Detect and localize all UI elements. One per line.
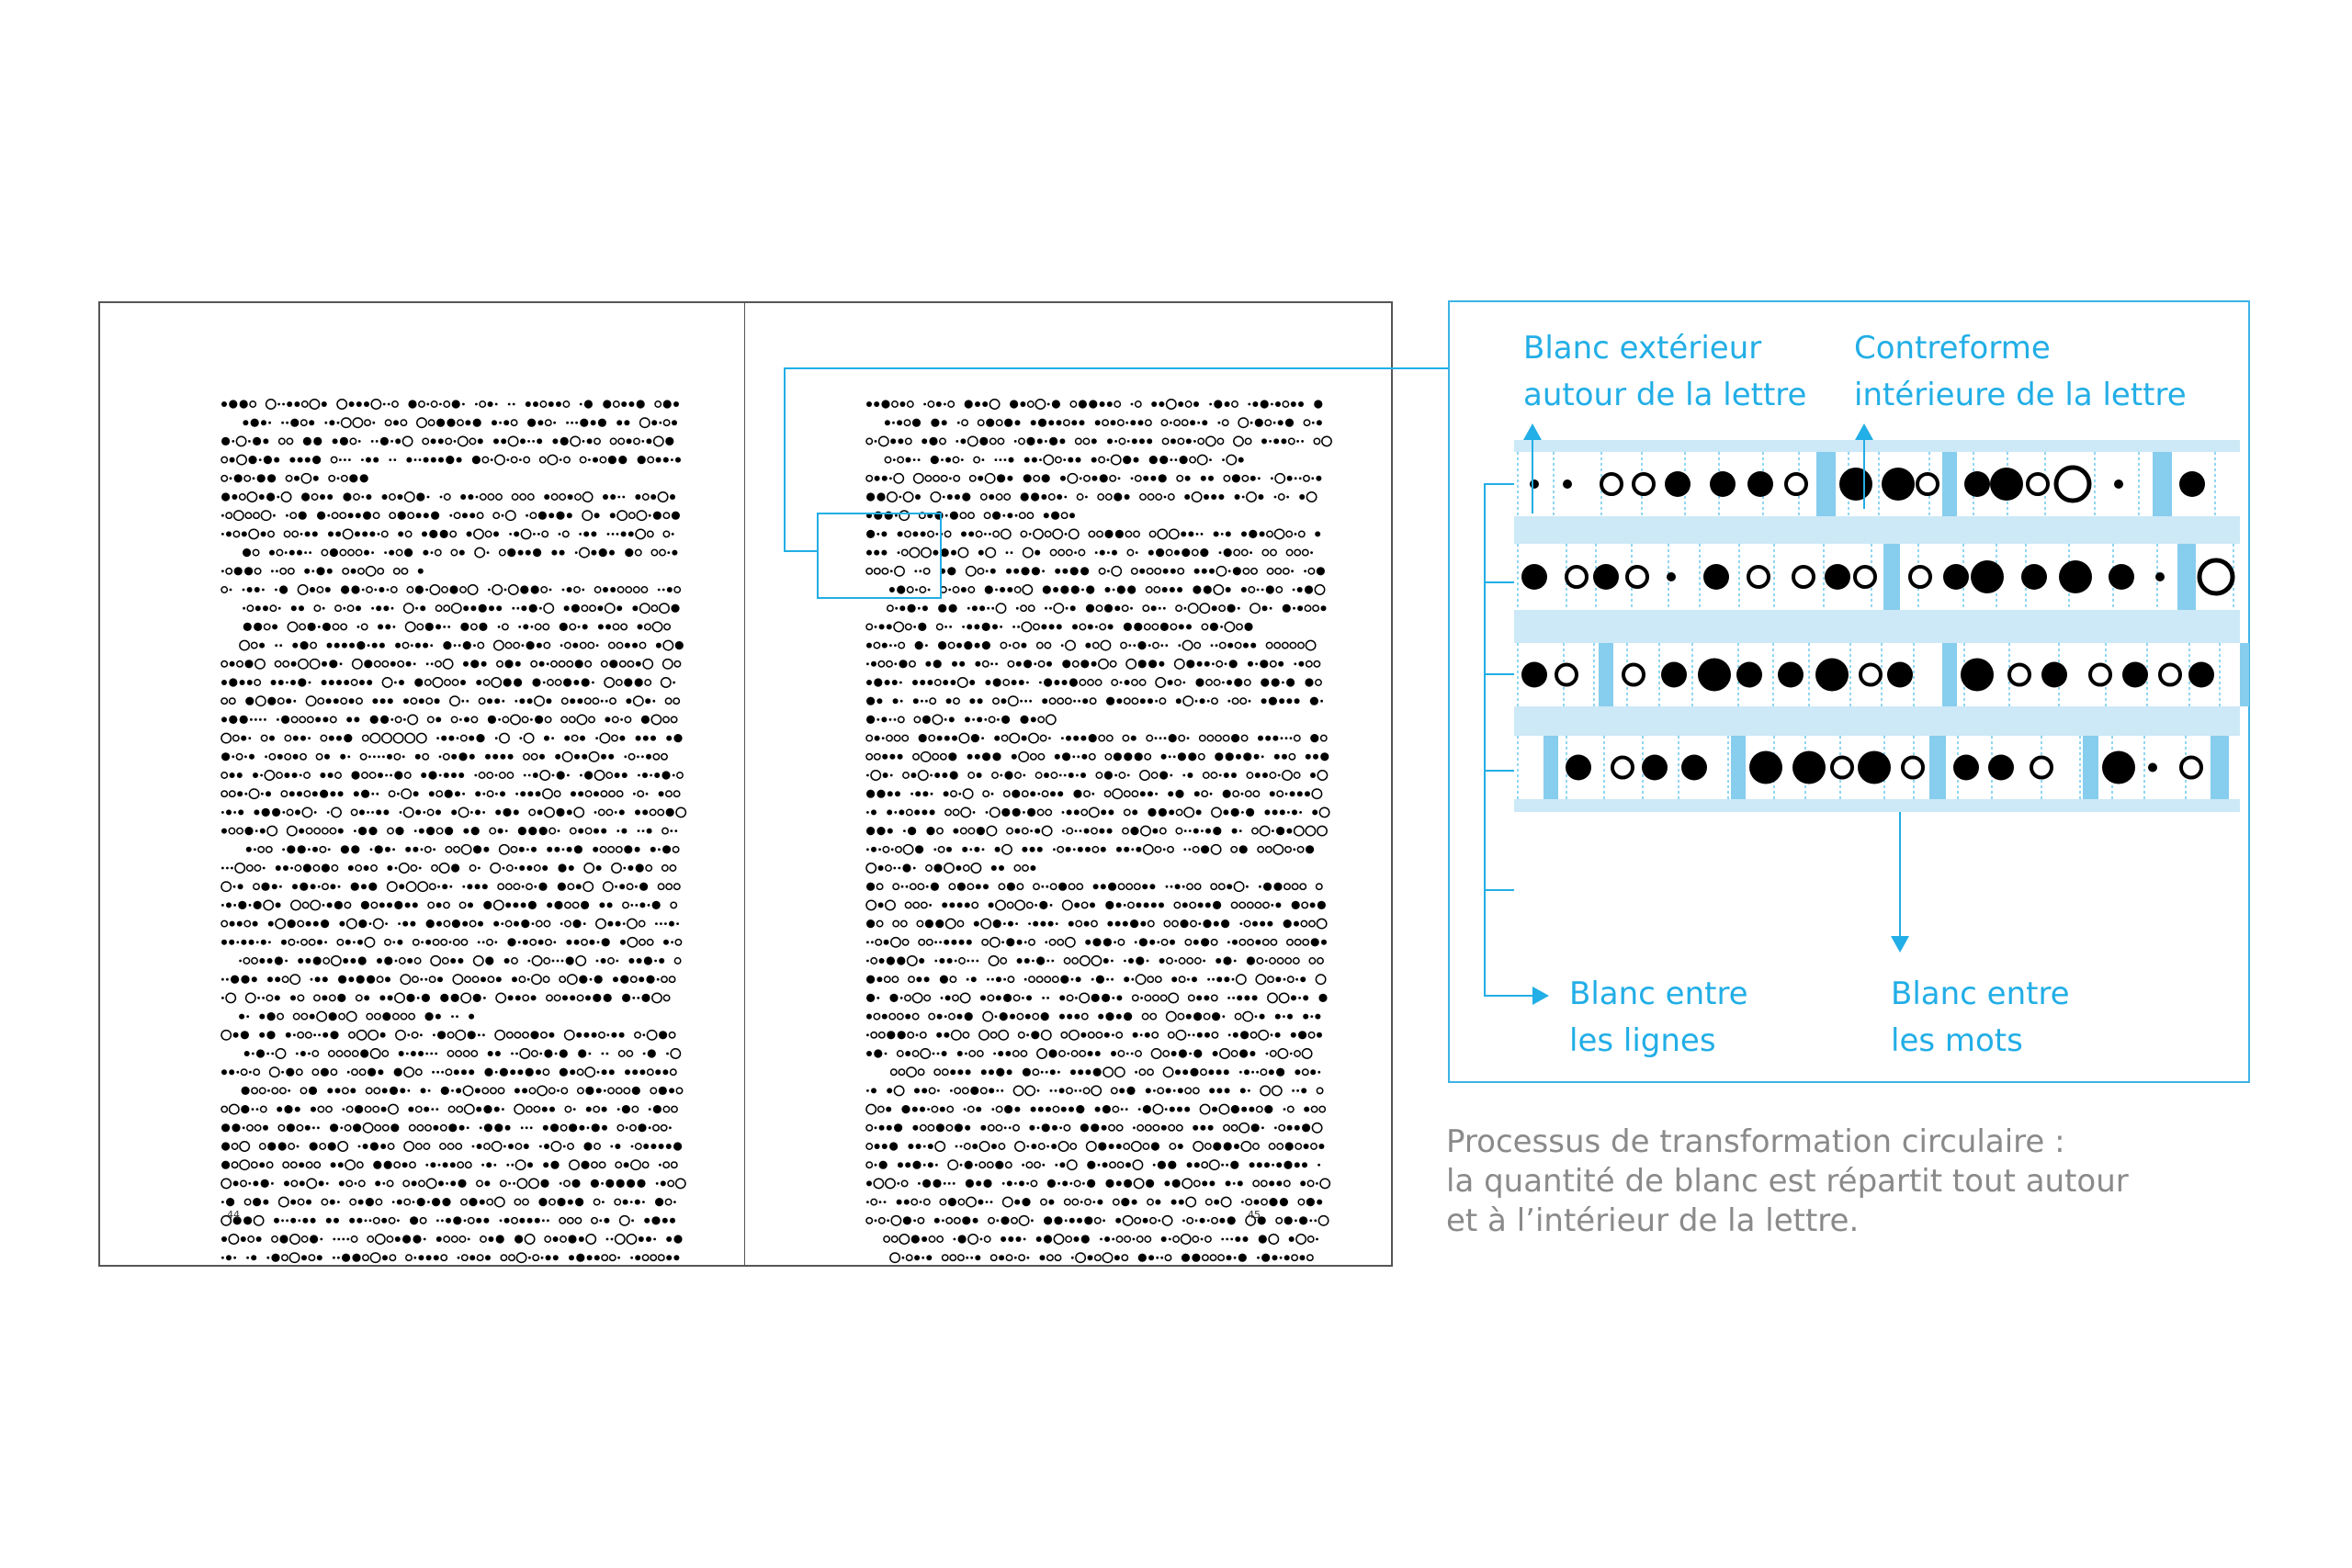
- line-spacing-bracket: [1485, 484, 1532, 996]
- caption-line-3: et à l’intérieur de la lettre.: [1446, 1202, 1860, 1239]
- zoomed-glyph-circle: [1860, 665, 1881, 685]
- line-space-band: [1514, 706, 2240, 736]
- zoomed-glyph-circle: [1593, 564, 1619, 590]
- zoomed-glyph-circle: [1566, 567, 1587, 587]
- zoomed-glyph-circle: [1961, 659, 1994, 692]
- zoomed-glyph-circle: [2109, 564, 2134, 590]
- zoomed-glyph-circle: [2059, 560, 2092, 593]
- word-space-bar: [1942, 643, 1957, 706]
- line-spacing-arrowhead: [1532, 987, 1549, 1005]
- zoomed-glyph-circle: [1917, 474, 1938, 494]
- word-space-bar: [2211, 736, 2229, 799]
- zoomed-glyph-circle: [2181, 758, 2201, 778]
- word-space-bar: [2240, 643, 2249, 706]
- zoomed-glyph-circle: [1786, 474, 1806, 494]
- zoomed-glyph-circle: [2009, 665, 2030, 685]
- label-counterform: Contreforme intérieure de la lettre: [1854, 330, 2187, 413]
- outer-white-arrowhead: [1523, 423, 1542, 440]
- zoomed-glyph-circle: [2114, 479, 2123, 489]
- zoomed-glyph-circle: [1748, 567, 1769, 587]
- zoom-detail-panel: [1448, 300, 2250, 1083]
- zoomed-glyph-circle: [1858, 751, 1891, 784]
- word-space-bar: [1929, 736, 1946, 799]
- zoomed-glyph-circle: [2160, 665, 2180, 685]
- zoomed-glyph-circle: [1882, 468, 1915, 501]
- zoomed-glyph-circle: [1839, 468, 1872, 501]
- zoomed-glyph-circle: [1665, 471, 1690, 497]
- zoomed-glyph-circle: [1887, 662, 1913, 688]
- label-outer-white: Blanc extérieur autour de la lettre: [1523, 330, 1807, 413]
- zoomed-glyph-circle: [2179, 471, 2205, 497]
- label-line-spacing: Blanc entre les lignes: [1569, 976, 1748, 1059]
- right-page-number: 45: [1248, 1209, 1261, 1221]
- line-space-band: [1514, 610, 2240, 643]
- zoomed-glyph-circle: [2199, 560, 2233, 593]
- word-space-bar: [2177, 544, 2196, 610]
- zoomed-glyph-circle: [1825, 564, 1850, 590]
- zoomed-glyph-circle: [1530, 479, 1539, 489]
- zoomed-glyph-circle: [1703, 564, 1729, 590]
- zoomed-glyph-circle: [1612, 758, 1633, 778]
- zoomed-glyph-circle: [2188, 662, 2214, 688]
- zoomed-glyph-circle: [1910, 567, 1930, 587]
- zoomed-glyph-circle: [1988, 755, 2014, 781]
- zoomed-glyph-circle: [2021, 564, 2047, 590]
- zoomed-glyph-circle: [1698, 659, 1731, 692]
- zoomed-glyph-circle: [1627, 567, 1647, 587]
- zoomed-glyph-circle: [2102, 751, 2135, 784]
- word-space-bar: [2153, 452, 2172, 516]
- zoomed-glyph-circle: [1667, 572, 1676, 581]
- caption-line-1: Processus de transformation circulaire :: [1446, 1123, 2065, 1160]
- figure-caption: [1446, 1122, 2129, 1241]
- zoomed-glyph-circle: [2155, 572, 2165, 581]
- zoomed-glyph-circle: [2041, 662, 2067, 688]
- zoomed-glyph-circle: [1623, 665, 1644, 685]
- zoomed-glyph-circle: [1964, 471, 1990, 497]
- word-space-bar: [1544, 736, 1558, 799]
- zoomed-glyph-circle: [2031, 758, 2052, 778]
- zoomed-glyph-circle: [2090, 665, 2110, 685]
- caption-line-2: la quantité de blanc est répartit tout autour: [1446, 1163, 2129, 1200]
- zoomed-glyph-circle: [1943, 564, 1969, 590]
- line-space-band: [1514, 516, 2240, 544]
- word-space-bar: [1816, 452, 1836, 516]
- word-space-bar: [1599, 643, 1613, 706]
- zoomed-glyph-circle: [1855, 567, 1875, 587]
- zoomed-glyph-circle: [2122, 662, 2148, 688]
- zoomed-glyph-circle: [1566, 755, 1591, 781]
- zoomed-glyph-circle: [2056, 468, 2089, 501]
- zoomed-glyph-circle: [1953, 755, 1979, 781]
- zoomed-glyph-circle: [1642, 755, 1668, 781]
- zoomed-glyph-circle: [1710, 471, 1736, 497]
- line-space-band: [1514, 799, 2240, 812]
- zoomed-glyph-circle: [1990, 468, 2023, 501]
- zoomed-glyph-circle: [1521, 564, 1547, 590]
- word-space-bar: [1731, 736, 1746, 799]
- zoom-highlight-box: [818, 513, 941, 598]
- word-spacing-arrowhead: [1891, 936, 1909, 953]
- zoomed-glyph-circle: [1832, 758, 1852, 778]
- left-page-number: 44: [227, 1209, 240, 1221]
- zoomed-glyph-circle: [1903, 758, 1923, 778]
- zoomed-glyph-circle: [1521, 662, 1547, 688]
- zoomed-glyph-circle: [1815, 659, 1849, 692]
- zoomed-glyph-circle: [2148, 763, 2157, 773]
- counterform-arrowhead: [1855, 423, 1873, 440]
- word-space-bar: [2083, 736, 2098, 799]
- zoomed-glyph-circle: [1563, 479, 1572, 489]
- zoomed-glyph-circle: [1793, 567, 1814, 587]
- zoomed-glyph-circle: [1749, 751, 1782, 784]
- zoomed-glyph-circle: [1601, 474, 1622, 494]
- zoomed-glyph-circle: [1778, 662, 1804, 688]
- zoomed-glyph-circle: [2028, 474, 2048, 494]
- zoomed-glyph-circle: [1634, 474, 1654, 494]
- word-space-bar: [1942, 452, 1957, 516]
- word-space-bar: [1883, 544, 1900, 610]
- line-space-band: [1514, 440, 2240, 452]
- zoom-leader-line: [785, 368, 1448, 551]
- zoomed-glyph-circle: [1736, 662, 1762, 688]
- label-word-spacing: Blanc entre les mots: [1891, 976, 2070, 1059]
- zoomed-glyph-circle: [1556, 665, 1577, 685]
- zoomed-glyph-circle: [1661, 662, 1687, 688]
- zoomed-glyph-circle: [1971, 560, 2004, 593]
- zoomed-circle-lines: [1450, 302, 2252, 1085]
- zoomed-glyph-circle: [1792, 751, 1826, 784]
- zoomed-glyph-circle: [1747, 471, 1773, 497]
- zoomed-glyph-circle: [1681, 755, 1707, 781]
